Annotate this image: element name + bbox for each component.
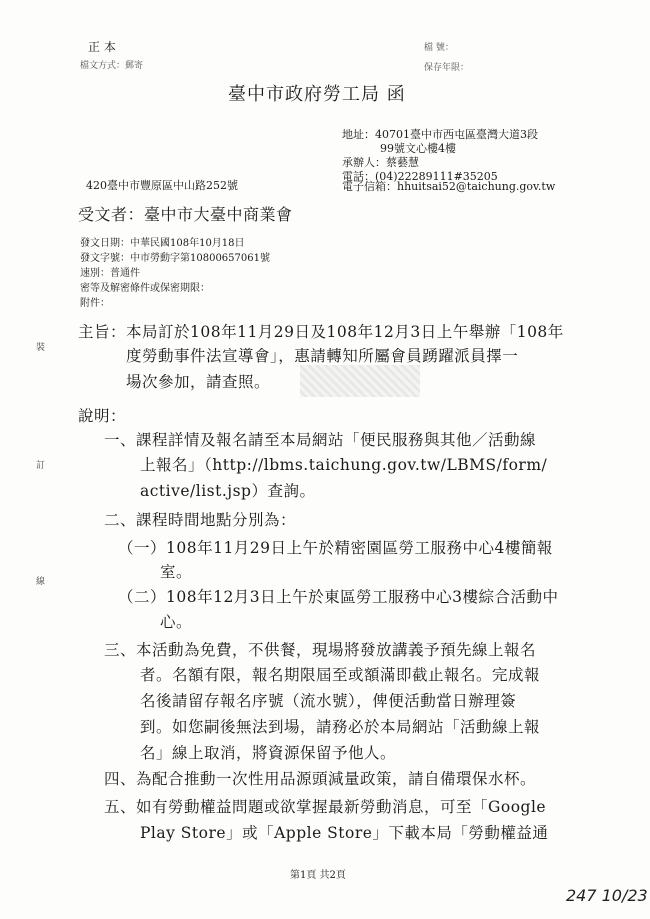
binding-mark: 裝 — [36, 343, 46, 353]
item-line: 五、如有勞動權益問題或欲掌握最新勞動消息，可至「Google — [104, 798, 547, 816]
subject-line: 度勞動事件法宣導會」，惠請轉知所屬會員踴躍派員擇一 — [126, 347, 519, 365]
attachment: 附件： — [80, 298, 110, 309]
item-line: 名」線上取消，將資源保留予他人。 — [140, 744, 397, 762]
page-number: 第1頁 共2頁 — [290, 870, 346, 881]
retention-label: 保存年限： — [424, 63, 470, 73]
item-line: （二）108年12月3日上午於東區勞工服務中心3樓綜合活動中 — [118, 588, 559, 606]
agency-phone: 電話：(04)22289111#35205 — [342, 170, 498, 183]
item-line: 心。 — [160, 613, 193, 631]
item-line: 到。如您嗣後無法到場，請務必於本局網站「活動線上報 — [140, 718, 541, 736]
item-line: 名後請留存報名序號（流水號），俾便活動當日辦理簽 — [140, 692, 517, 710]
obscured-stamp — [300, 365, 420, 397]
subject-line: 主旨：本局訂於108年11月29日及108年12月3日上午舉辦「108年 — [78, 323, 564, 341]
explanation-label: 說明： — [78, 407, 127, 425]
recipient-address: 420臺中市豐原區中山路252號 — [86, 179, 238, 192]
item-line: （一）108年11月29日上午於精密園區勞工服務中心4樓簡報 — [118, 539, 553, 557]
document-number: 發文字號：中市勞動字第10800657061號 — [80, 253, 270, 264]
secrecy-level: 密等及解密條件或保密期限： — [80, 283, 210, 294]
subject-line: 場次參加，請查照。 — [126, 373, 271, 391]
binding-mark: 線 — [36, 577, 46, 587]
handwritten-note: 247 10/23 — [566, 886, 648, 905]
agency-email: 電子信箱：hhuitsai52@taichung.gov.tw — [342, 180, 556, 193]
document-title: 臺中市政府勞工局 函 — [228, 84, 406, 105]
item-line: Play Store」或「Apple Store」下載本局「勞動權益通 — [140, 824, 549, 842]
item-line: 四、為配合推動一次性用品源頭減量政策，請自備環保水杯。 — [104, 770, 537, 788]
item-line: 室。 — [160, 563, 193, 581]
binding-mark: 訂 — [36, 461, 46, 471]
issue-date: 發文日期：中華民國108年10月18日 — [80, 238, 245, 249]
item-line: 一、課程詳情及報名請至本局網站「便民服務與其他／活動線 — [104, 431, 537, 449]
agency-handler: 承辦人：蔡藝慧 — [342, 156, 419, 169]
item-line: 者。名額有限，報名期限屆至或額滿即截止報名。完成報 — [140, 666, 541, 684]
transmit-method: 檔文方式：郵寄 — [80, 61, 144, 71]
item-line: active/list.jsp）查詢。 — [140, 482, 316, 500]
file-no-label: 檔 號： — [424, 43, 454, 53]
item-line: 三、本活動為免費，不供餐，現場將發放講義予預先線上報名 — [104, 641, 537, 659]
copy-type: 正 本 — [88, 40, 116, 54]
item-line: 二、課程時間地點分別為： — [104, 511, 297, 529]
agency-address-line1: 地址：40701臺中市西屯區臺灣大道3段 — [342, 128, 538, 141]
delivery-speed: 速別：普通件 — [80, 268, 140, 279]
item-line: 上報名」（http://lbms.taichung.gov.tw/LBMS/form/ — [140, 456, 548, 474]
recipient: 受文者：臺中市大臺中商業會 — [78, 205, 293, 224]
agency-address-line2: 99號文心樓4樓 — [380, 142, 456, 155]
